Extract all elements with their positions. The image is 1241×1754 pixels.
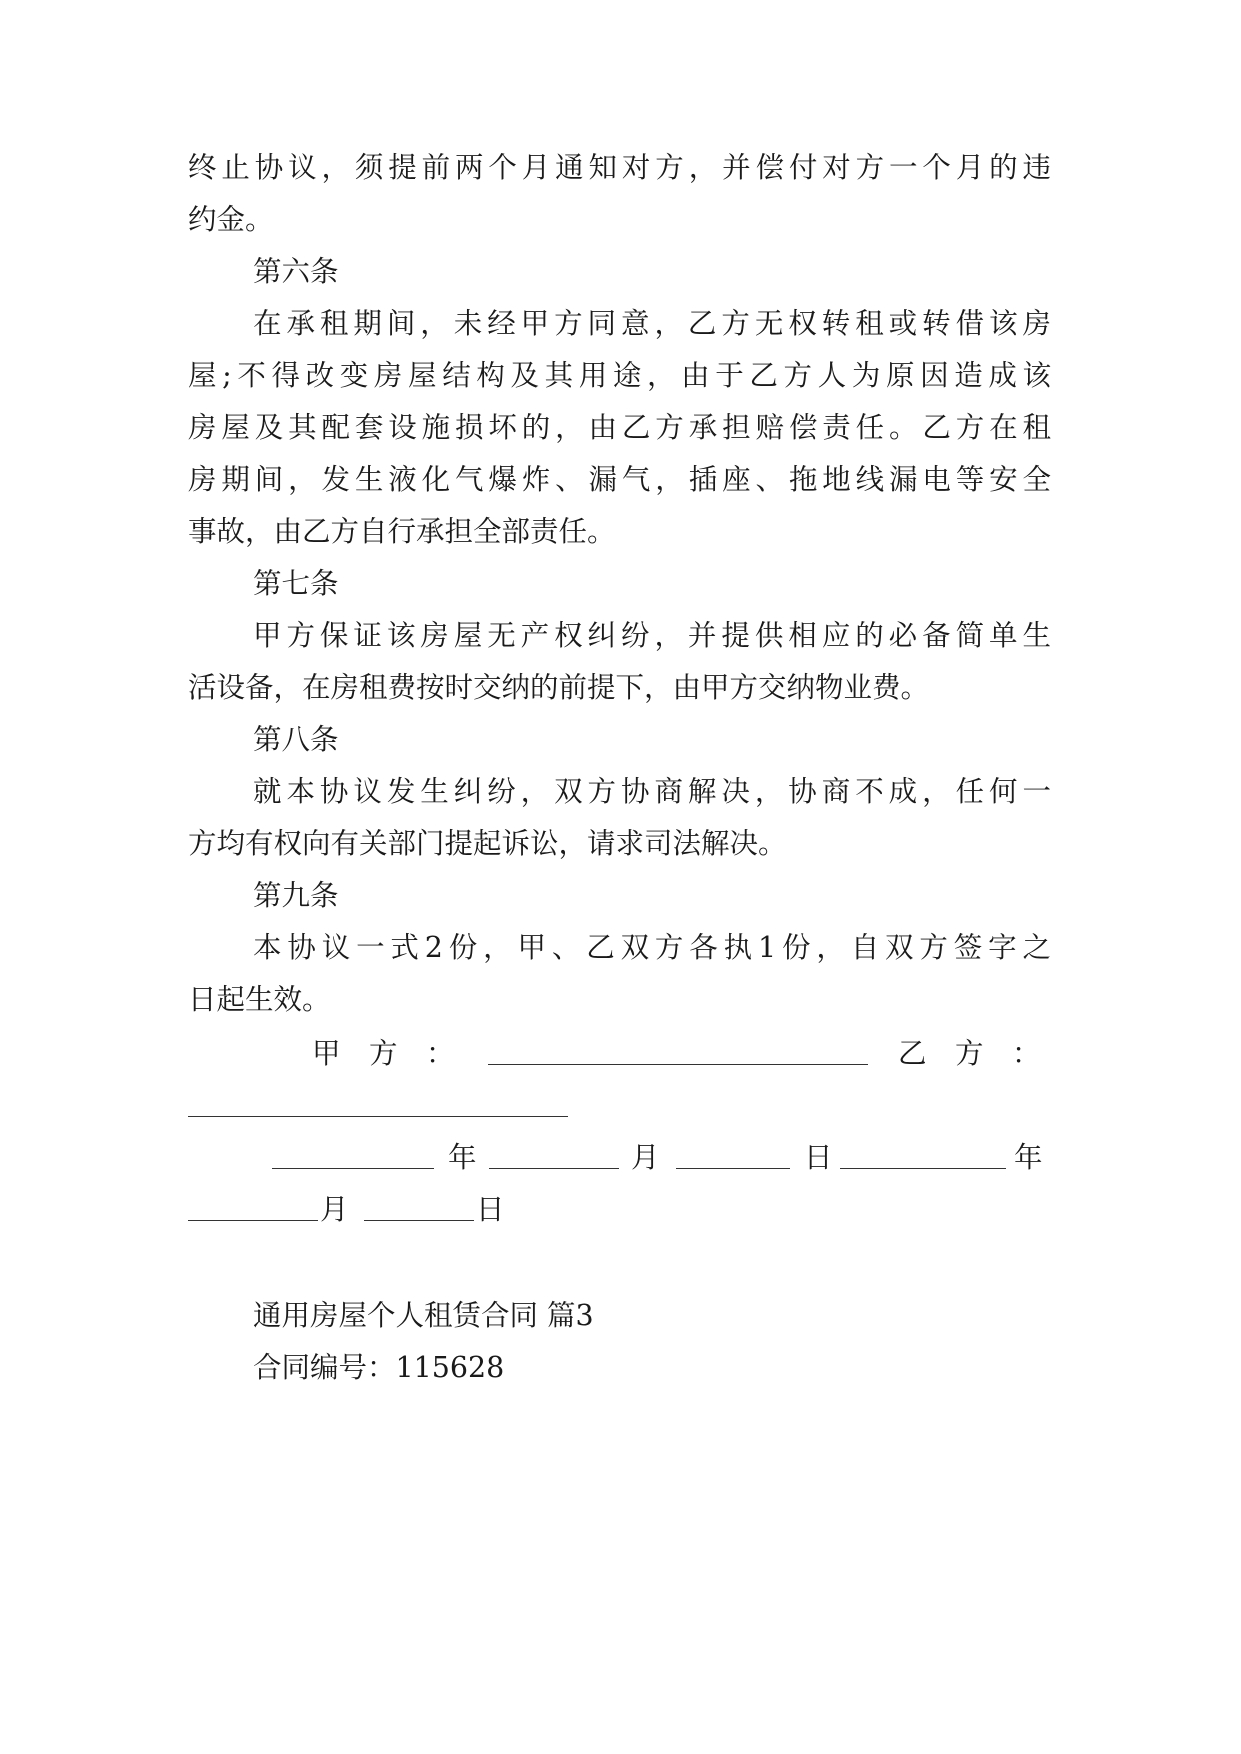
party-a-signature-line (488, 1034, 868, 1065)
paragraph-line: 约金。 (188, 203, 274, 236)
party-a-label: 甲 方 ： (312, 1037, 455, 1070)
party-b-label: 乙 方 ： (898, 1037, 1041, 1070)
paragraph-line: 本协议一式2份，甲、乙双方各执1份，自双方签字之 (253, 931, 1051, 964)
paragraph-line: 事故，由乙方自行承担全部责任。 (188, 515, 616, 548)
contract-number-label: 合同编号： (253, 1351, 396, 1384)
party-b-day-blank (364, 1190, 474, 1221)
paragraph-line: 终止协议，须提前两个月通知对方，并偿付对方一个月的违 (188, 151, 1051, 184)
year-label: 年 (1014, 1141, 1043, 1174)
party-b-year-blank (840, 1138, 1006, 1169)
paragraph-line: 活设备，在房租费按时交纳的前提下，由甲方交纳物业费。 (188, 671, 930, 704)
paragraph-line: 在承租期间，未经甲方同意，乙方无权转租或转借该房 (253, 307, 1051, 340)
month-label: 月 (631, 1141, 660, 1174)
article-heading: 第八条 (253, 723, 339, 756)
paragraph-line: 方均有权向有关部门提起诉讼，请求司法解决。 (188, 827, 787, 860)
article-heading: 第七条 (253, 567, 339, 600)
section-title: 通用房屋个人租赁合同 篇3 (253, 1299, 594, 1332)
paragraph-line: 房期间，发生液化气爆炸、漏气，插座、拖地线漏电等安全 (188, 463, 1051, 496)
party-a-day-blank (676, 1138, 790, 1169)
contract-number-value: 115628 (395, 1351, 505, 1384)
contract-number (253, 1348, 504, 1388)
party-a-year-blank (272, 1138, 434, 1169)
paragraph-line: 房屋及其配套设施损坏的，由乙方承担赔偿责任。乙方在租 (188, 411, 1051, 444)
paragraph-line: 屋;不得改变房屋结构及其用途，由于乙方人为原因造成该 (188, 359, 1051, 392)
party-b-month-blank (188, 1190, 318, 1221)
article-heading: 第九条 (253, 879, 339, 912)
paragraph-line: 日起生效。 (188, 983, 331, 1016)
day-label: 日 (476, 1193, 505, 1226)
paragraph-line: 甲方保证该房屋无产权纠纷，并提供相应的必备简单生 (253, 619, 1051, 652)
day-label: 日 (804, 1141, 833, 1174)
party-a-month-blank (489, 1138, 619, 1169)
year-label: 年 (448, 1141, 477, 1174)
month-label: 月 (320, 1193, 349, 1226)
paragraph-line: 就本协议发生纠纷，双方协商解决，协商不成，任何一 (253, 775, 1051, 808)
article-heading: 第六条 (253, 255, 339, 288)
party-b-signature-line (188, 1086, 568, 1117)
